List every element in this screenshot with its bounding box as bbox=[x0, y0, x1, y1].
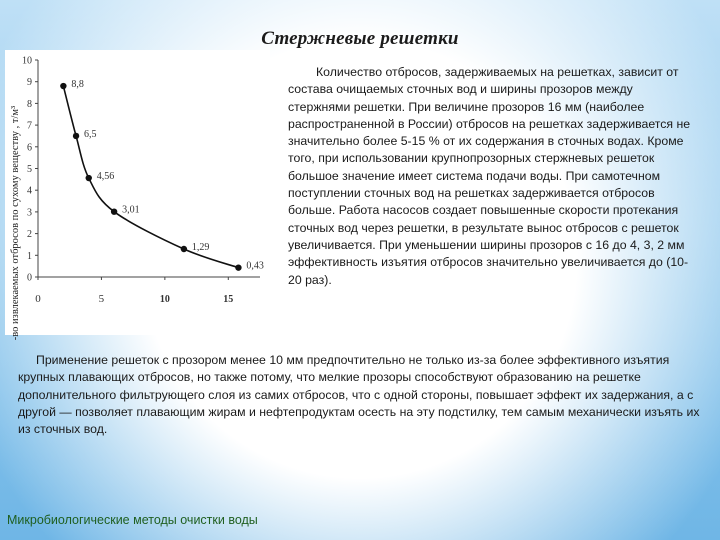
data-label: 3,01 bbox=[122, 204, 140, 216]
chart-panel bbox=[5, 50, 270, 341]
data-point bbox=[111, 208, 117, 214]
data-point bbox=[60, 83, 66, 89]
slide-title: Стержневые решетки bbox=[261, 28, 459, 49]
data-point bbox=[235, 264, 241, 270]
x-tick-label: 10 bbox=[159, 294, 170, 305]
y-tick-label: 10 bbox=[22, 55, 32, 67]
y-tick-label: 9 bbox=[27, 77, 32, 89]
paragraph-main: Количество отбросов, задерживаемых на решетках, зависит от состава очищаемых сточных вод и ширины прозоров между стержнями решетки. При величине прозоров 16 мм (наиболее распространенной в России) отбросов на решетках задерживается не значительно более 5-15 % от их содержания в сточных водах. Кроме того, при использовании крупнопрозорных стержневых решеток большое значение имеет система подачи воды. При самотечном поступлении сточных вод на решетках задерживается отбросов больше. Работа насосов создает повышенные скорости протекания сточных вод через решетки, в результате вынос отбросов с решеток увеличивается. При уменьшении ширины прозоров с 16 до 4, 3, 2 мм эффективность изъятия отбросов значительно увеличивается до (10-20 раз). bbox=[288, 65, 691, 287]
data-label: 4,56 bbox=[96, 171, 115, 183]
paragraph-bottom: Применение решеток с прозором менее 10 мм предпочтительно не только из-за более эффективного изъятия крупных плавающих отбросов, но также потому, что мелкие прозоры способствуют образованию на решетке дополнительного фильтрующего слоя из самих отбросов, что с одной стороны, повышает эффект их задержания, а с другой — позволяет плавающим жирам и нефтепродуктам осесть на эту подстилку, тем самым механически изъять их из сточных вод. bbox=[18, 353, 700, 437]
y-tick-label: 2 bbox=[27, 229, 32, 241]
data-point bbox=[181, 246, 187, 252]
y-tick-label: 5 bbox=[27, 164, 32, 175]
data-point bbox=[86, 175, 92, 181]
y-tick-label: 7 bbox=[27, 120, 32, 132]
data-label: 0,43 bbox=[246, 260, 264, 272]
y-tick-label: 1 bbox=[27, 250, 32, 262]
data-label: 1,29 bbox=[191, 242, 210, 254]
data-label: 6,5 bbox=[84, 128, 97, 140]
data-label: 8,8 bbox=[71, 79, 84, 91]
data-point bbox=[73, 133, 79, 139]
footer-caption: Микробиологические методы очистки воды bbox=[7, 513, 258, 527]
y-tick-label: 0 bbox=[27, 272, 32, 284]
x-tick-label: 15 bbox=[223, 294, 234, 305]
y-axis-label: -во извлекаемых отбросов по сухому веществу , т/м³ bbox=[10, 105, 21, 341]
y-tick-label: 6 bbox=[27, 142, 32, 154]
x-tick-label: 5 bbox=[98, 293, 105, 305]
y-tick-label: 4 bbox=[27, 185, 32, 197]
x-tick-label: 0 bbox=[35, 293, 41, 305]
line-chart bbox=[5, 50, 270, 335]
y-tick-label: 3 bbox=[27, 207, 32, 219]
y-tick-label: 8 bbox=[27, 98, 32, 110]
